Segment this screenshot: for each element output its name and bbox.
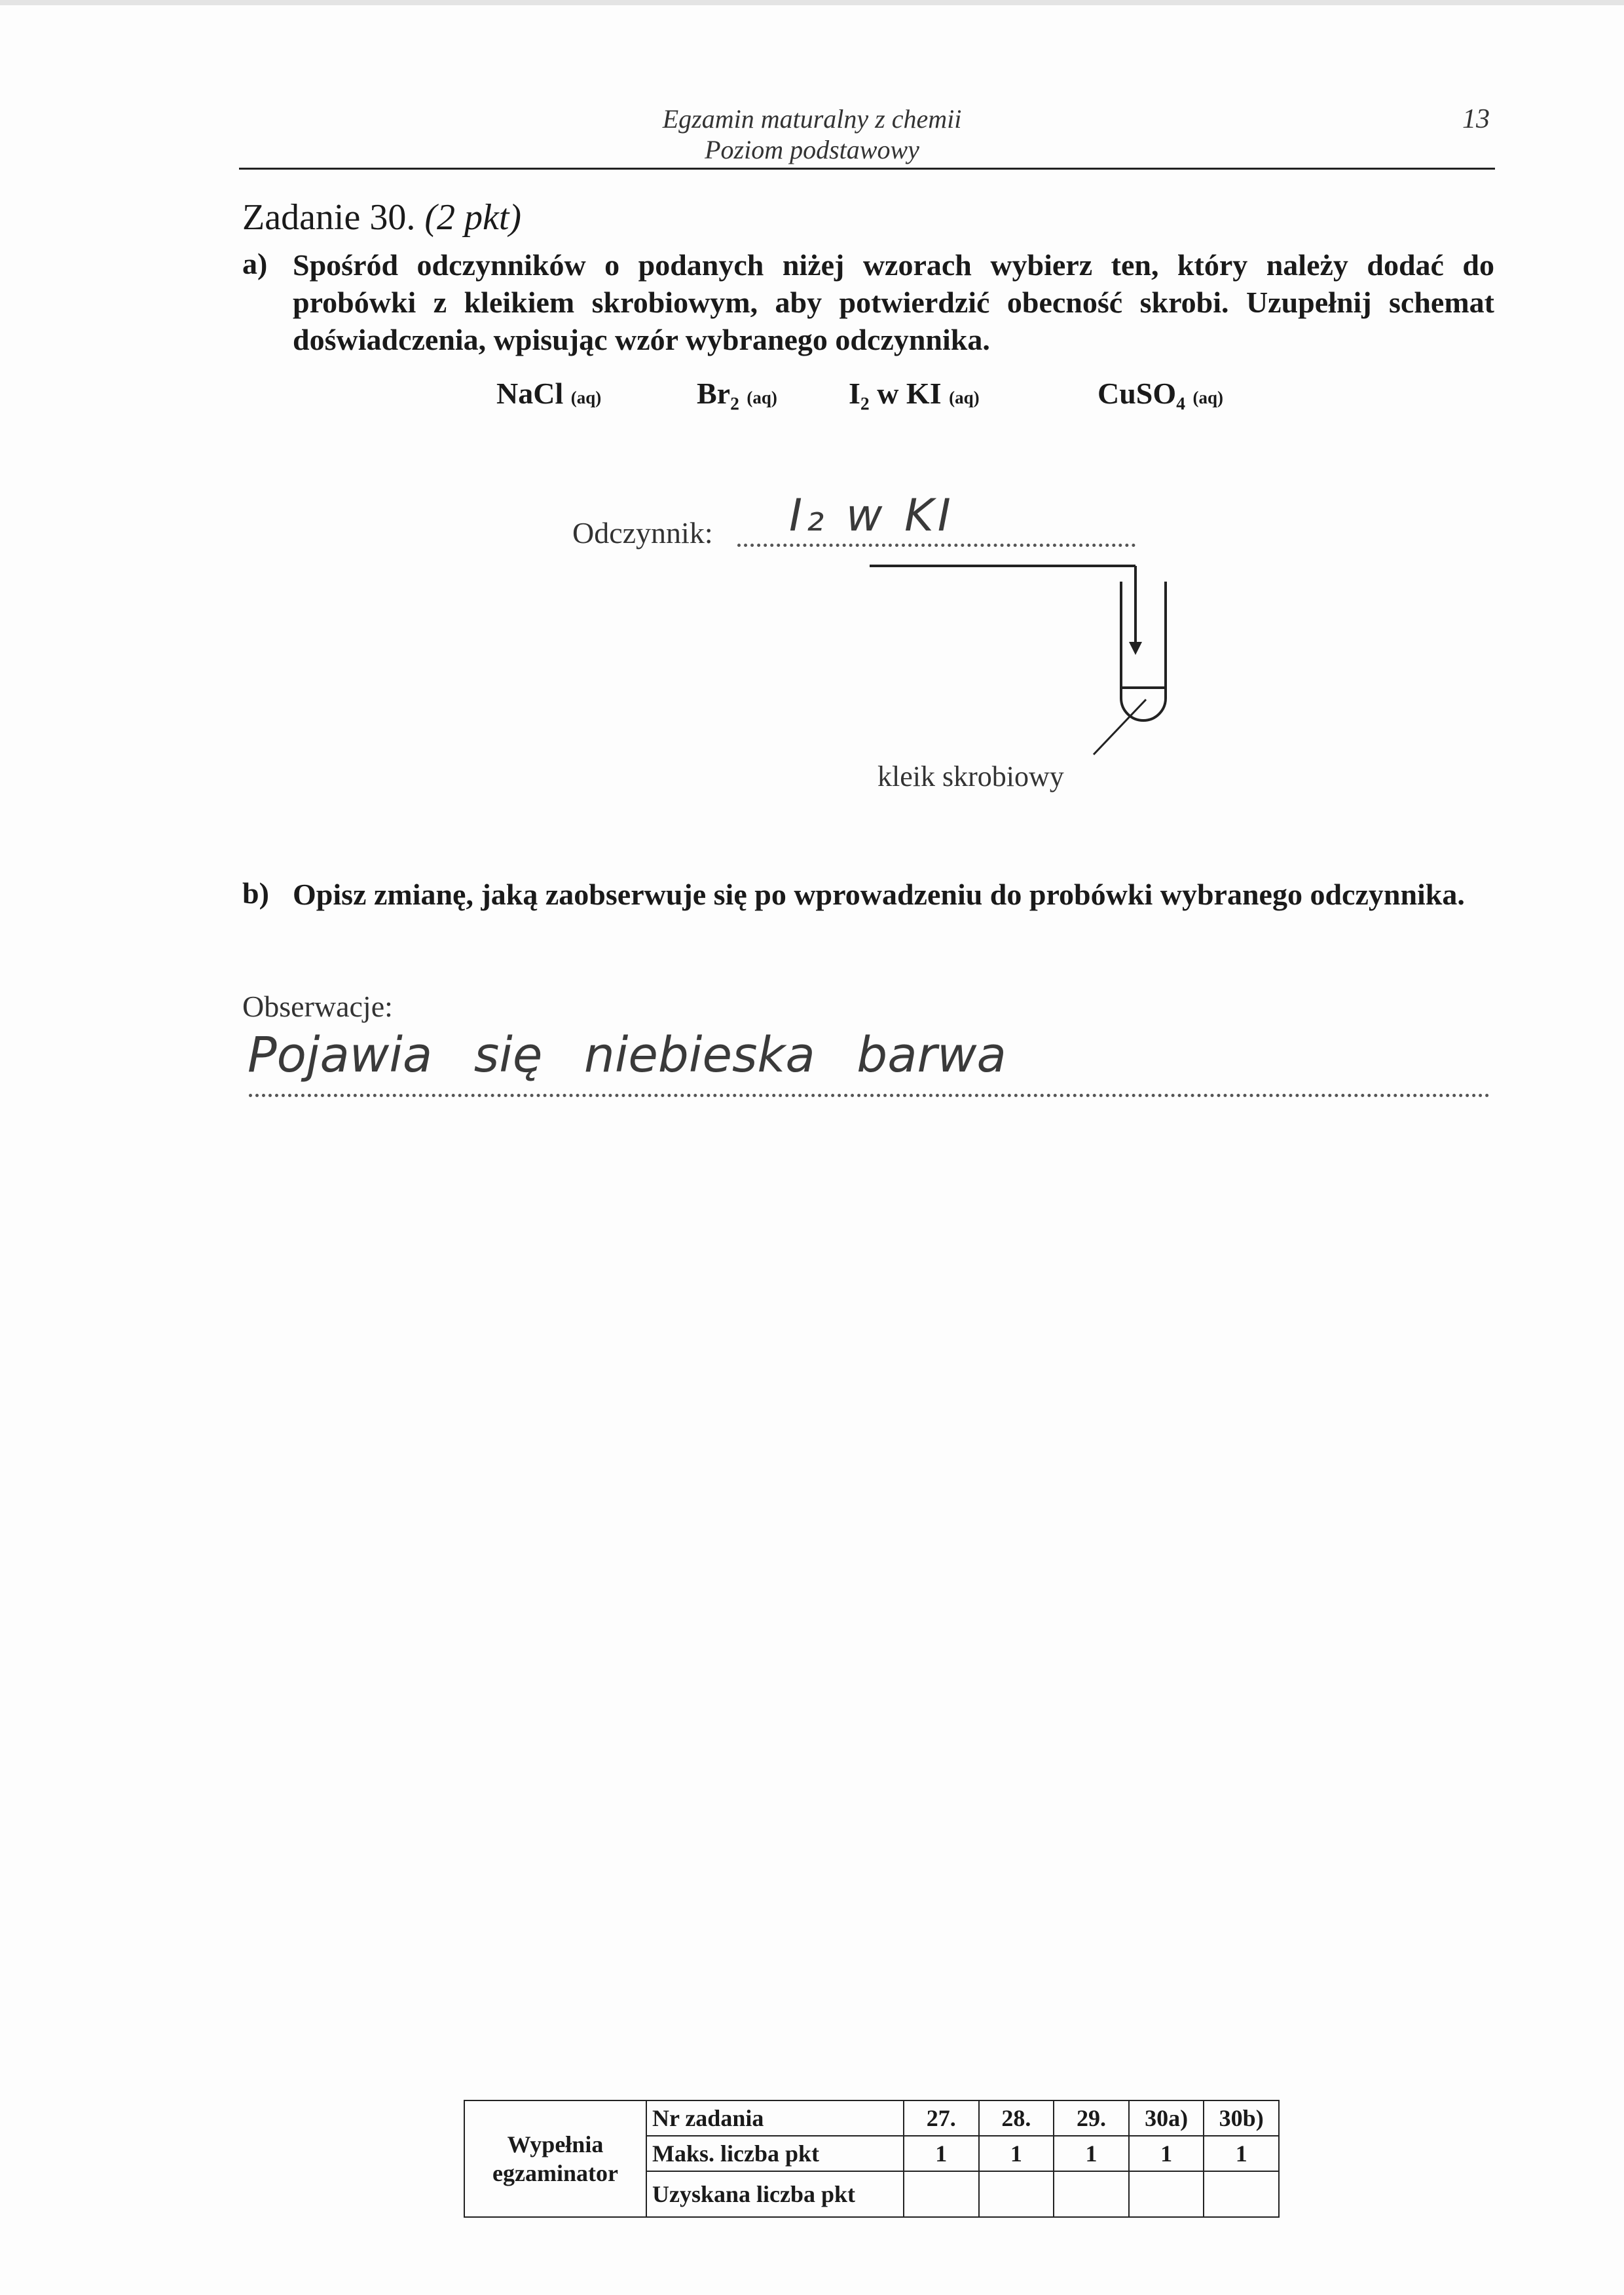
observations-handwritten-answer: Pojawia się niebieska barwa (248, 1027, 1006, 1083)
earned-points-cell[interactable] (1129, 2171, 1204, 2217)
reagent-handwritten-answer: I₂ w KI (789, 490, 955, 542)
part-b-label: b) (242, 876, 269, 910)
max-points-cell: 1 (1129, 2136, 1204, 2171)
page-number: 13 (1462, 104, 1490, 134)
exam-level: Poziom podstawowy (705, 135, 919, 164)
task-numbers-label: Nr zadania (646, 2100, 904, 2136)
reagent-option: I₂ w KI (aq) (849, 377, 980, 410)
earned-points-cell[interactable] (979, 2171, 1054, 2217)
test-tube-outline (1121, 582, 1166, 720)
header-divider (239, 168, 1495, 170)
task-number-cell: 28. (979, 2100, 1054, 2136)
task-number-cell: 30b) (1204, 2100, 1279, 2136)
reagent-option: Br₂ (aq) (697, 377, 777, 410)
tube-content-label: kleik skrobiowy (877, 760, 1064, 793)
earned-points-cell[interactable] (1054, 2171, 1129, 2217)
task-number-cell: 30a) (1129, 2100, 1204, 2136)
test-tube-diagram (864, 550, 1179, 766)
max-points-label: Maks. liczba pkt (646, 2136, 904, 2171)
examiner-score-table (464, 2100, 1280, 2218)
scan-edge (0, 0, 1624, 5)
max-points-cell: 1 (979, 2136, 1054, 2171)
reagent-option: NaCl (aq) (496, 377, 602, 410)
observations-label: Obserwacje: (242, 990, 393, 1023)
task-title (242, 196, 521, 238)
part-a-question: Spośród odczynników o podanych niżej wzorach wybierz ten, który należy dodać do probówki z kleikiem skrobiowym, aby potwierdzić obecność skrobi. Uzupełnij schemat doświadczenia, wpisując wzór wybranego odczynnika. (293, 248, 1494, 356)
label-pointer-line (1094, 700, 1146, 755)
task-number-cell: 27. (904, 2100, 979, 2136)
reagent-arrow-head (1129, 642, 1142, 655)
examiner-label: Wypełnia egzaminator (464, 2100, 646, 2217)
reagent-option: CuSO₄ (aq) (1098, 377, 1223, 410)
max-points-cell: 1 (1204, 2136, 1279, 2171)
earned-points-cell[interactable] (1204, 2171, 1279, 2217)
part-a-label: a) (242, 247, 268, 280)
earned-points-label: Uzyskana liczba pkt (646, 2171, 904, 2217)
max-points-cell: 1 (1054, 2136, 1129, 2171)
task-number: Zadanie 30. (242, 197, 416, 238)
earned-points-cell[interactable] (904, 2171, 979, 2217)
task-number-cell: 29. (1054, 2100, 1129, 2136)
max-points-cell: 1 (904, 2136, 979, 2171)
exam-title: Egzamin maturalny z chemii (662, 104, 962, 134)
part-b-question: Opisz zmianę, jaką zaobserwuje się po wprowadzeniu do probówki wybranego odczynnika. (293, 878, 1465, 911)
task-points: (2 pkt) (424, 197, 522, 238)
reagent-field-label: Odczynnik: (572, 516, 713, 550)
